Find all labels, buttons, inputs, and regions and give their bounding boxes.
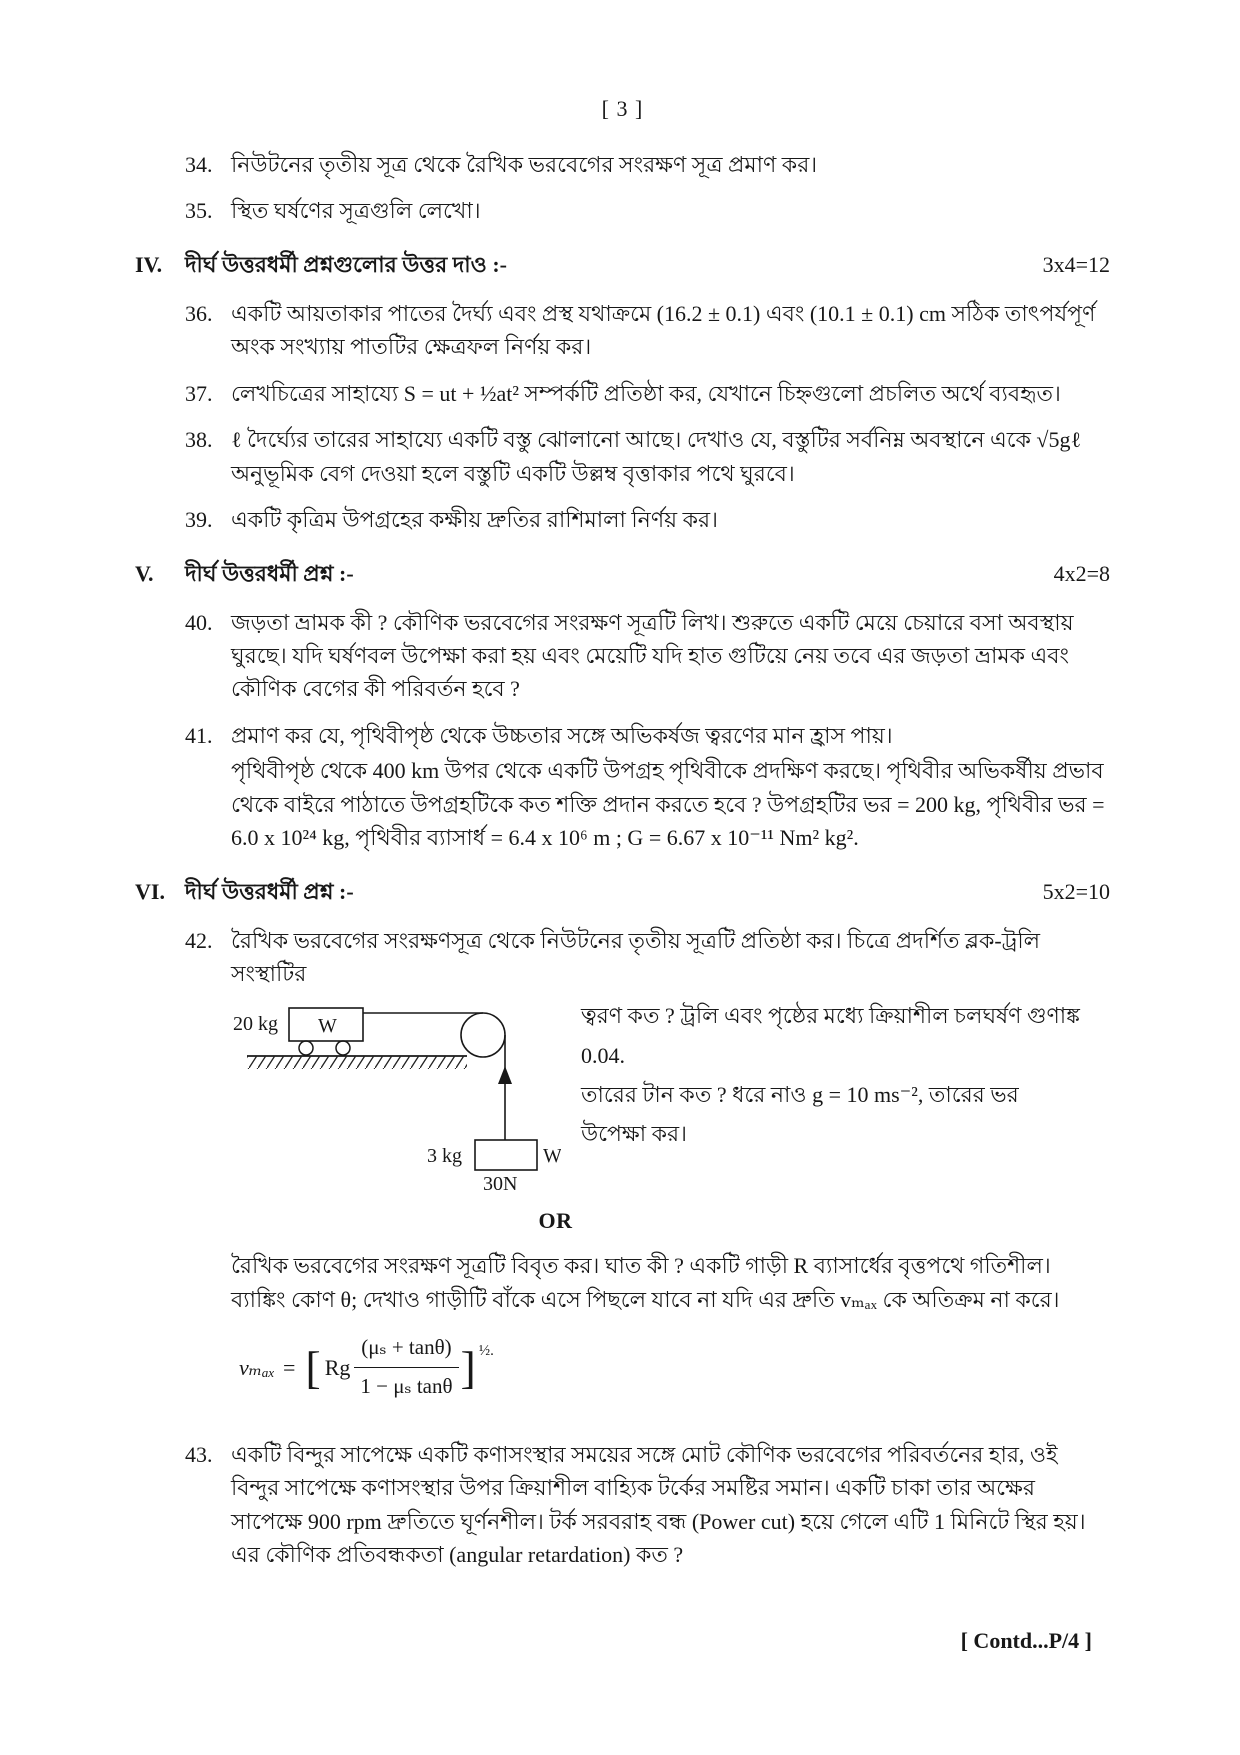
section-marks: 3x4=12 bbox=[1042, 251, 1110, 277]
question-text: ℓ দৈর্ঘ্যের তারের সাহায্যে একটি বস্তু ঝোলানো আছে। দেখাও যে, বস্তুটির সর্বনিম্ন অবস্থানে একে √5gℓ অনুভূমিক বেগ দেওয়া হলে বস্তুটি একটি উল্লম্ব বৃত্তাকার পথে ঘুরবে। bbox=[231, 427, 1082, 486]
pulley-icon bbox=[461, 1013, 505, 1057]
section-vi-header bbox=[135, 875, 1110, 908]
ground-hatching bbox=[247, 1056, 467, 1069]
question-number: 42. bbox=[185, 927, 213, 953]
tension-arrow-up bbox=[498, 1066, 512, 1084]
force-label: 30N bbox=[483, 1173, 518, 1195]
question-text: লেখচিত্রের সাহায্যে S = ut + ½at² সম্পর্কটি প্রতিষ্ঠা কর, যেখানে চিহ্নগুলো প্রচলিত অর্থে ব্যবহৃত। bbox=[231, 380, 1061, 406]
or-divider: OR bbox=[538, 1207, 573, 1233]
question-number: 40. bbox=[185, 609, 213, 635]
trolley-weight-label: W bbox=[318, 1015, 337, 1038]
section-roman-numeral: V. bbox=[135, 560, 154, 586]
question-42-intro: রৈখিক ভরবেগের সংরক্ষণসূত্র থেকে নিউটনের তৃতীয় সূত্রটি প্রতিষ্ঠা কর। চিত্রে প্রদর্শিত ব্লক-ট্রলি সংস্থাটির bbox=[231, 927, 1041, 986]
question-number: 37. bbox=[185, 380, 213, 406]
question-number: 34. bbox=[185, 152, 213, 177]
fraction-denominator: 1 − μₛ tanθ bbox=[360, 1374, 453, 1399]
block-trolley-diagram bbox=[231, 998, 561, 1203]
question-number: 41. bbox=[185, 722, 213, 748]
side-line-2: 0.04. bbox=[581, 1042, 625, 1068]
trolley-wheel-right bbox=[336, 1041, 350, 1055]
question-text bbox=[231, 924, 1110, 1425]
question-41-part-1: প্রমাণ কর যে, পৃথিবীপৃষ্ঠ থেকে উচ্চতার সঙ্গে অভিকর্ষজ ত্বরণের মান হ্রাস পায়। bbox=[231, 722, 893, 748]
section-title: দীর্ঘ উত্তরধর্মী প্রশ্ন :- bbox=[185, 560, 354, 586]
section-title: দীর্ঘ উত্তরধর্মী প্রশ্ন :- bbox=[185, 878, 354, 904]
question-42-figure-row bbox=[231, 998, 1110, 1203]
side-line-1: ত্বরণ কত ? ট্রলি এবং পৃষ্ঠের মধ্যে ক্রিয়াশীল চলঘর্ষণ গুণাঙ্ক bbox=[581, 1003, 1080, 1029]
section-iv-header bbox=[135, 248, 1110, 281]
page-number: [ 3 ] bbox=[601, 96, 644, 121]
question-number: 35. bbox=[185, 198, 213, 224]
question-43 bbox=[185, 1438, 1110, 1572]
trolley-wheel-left bbox=[299, 1041, 313, 1055]
question-42-or-text: রৈখিক ভরবেগের সংরক্ষণ সূত্রটি বিবৃত কর। ঘাত কী ? একটি গাড়ী R ব্যাসার্ধের বৃত্তপথে গতিশীল। ব্যাঙ্কিং কোণ θ; দেখাও গাড়ীটি বাঁকে এসে পিছলে যাবে না যদি এর দ্রুতি vₘₐₓ কে অতিক্রম না করে। bbox=[231, 1253, 1060, 1312]
question-text bbox=[231, 719, 1110, 855]
question-text: স্থিত ঘর্ষণের সূত্রগুলি লেখো। bbox=[231, 198, 481, 224]
question-40 bbox=[185, 606, 1110, 706]
question-text: একটি বিন্দুর সাপেক্ষে একটি কণাসংস্থার সময়ের সঙ্গে মোট কৌণিক ভরবেগের পরিবর্তনের হার, ওই বিন্দুর সাপেক্ষে কণাসংস্থার উপর ক্রিয়াশীল বাহ্যিক টর্কের সমষ্টির সমান। একটি চাকা তার অক্ষের সাপেক্ষে 900 rpm দ্রুতিতে ঘূর্ণনশীল। টর্ক সরবরাহ বন্ধ (Power cut) হয়ে গেলে এটি 1 মিনিটে স্থির হয়। এর কৌণিক প্রতিবন্ধকতা (angular retardation) কত ? bbox=[231, 1442, 1086, 1568]
formula-equals: = bbox=[282, 1354, 296, 1380]
question-38 bbox=[185, 423, 1110, 490]
pulley-system-figure bbox=[231, 998, 561, 1194]
hanging-weight-label: W bbox=[543, 1145, 561, 1168]
question-42 bbox=[185, 924, 1110, 1425]
hanging-mass-label: 3 kg bbox=[427, 1145, 462, 1168]
question-text: একটি আয়তাকার পাতের দৈর্ঘ্য এবং প্রস্থ যথাক্রমে (16.2 ± 0.1) এবং (10.1 ± 0.1) cm সঠিক তাৎপর্যপূর্ণ অংক সংখ্যায় পাতটির ক্ষেত্রফল নির্ণয় কর। bbox=[231, 300, 1096, 360]
side-line-4: উপেক্ষা কর। bbox=[581, 1121, 687, 1146]
section-roman-numeral: VI. bbox=[135, 878, 165, 904]
hanging-block bbox=[475, 1140, 537, 1170]
question-number: 36. bbox=[185, 300, 213, 326]
formula-fraction bbox=[354, 1332, 458, 1403]
section-v-header bbox=[135, 557, 1110, 590]
formula-exponent: ½. bbox=[478, 1343, 494, 1360]
formula-coefficient: Rg bbox=[324, 1354, 351, 1380]
question-37 bbox=[185, 377, 1110, 410]
section-marks: 5x2=10 bbox=[1042, 878, 1110, 904]
continued-footer: [ Contd...P/4 ] bbox=[960, 1628, 1092, 1653]
section-roman-numeral: IV. bbox=[135, 251, 163, 277]
question-41 bbox=[185, 719, 1110, 855]
question-number: 43. bbox=[185, 1442, 213, 1467]
vmax-formula bbox=[239, 1332, 1110, 1403]
trolley-mass-label: 20 kg bbox=[233, 1013, 278, 1036]
formula-right-bracket: ] bbox=[460, 1341, 476, 1393]
section-title: দীর্ঘ উত্তরধর্মী প্রশ্নগুলোর উত্তর দাও :- bbox=[185, 251, 508, 277]
question-36 bbox=[185, 297, 1110, 364]
formula-lhs: vₘₐₓ bbox=[239, 1354, 275, 1380]
question-text: জড়তা ভ্রামক কী ? কৌণিক ভরবেগের সংরক্ষণ সূত্রটি লিখ। শুরুতে একটি মেয়ে চেয়ারে বসা অবস্থায় ঘুরছে। যদি ঘর্ষণবল উপেক্ষা করা হয় এবং মেয়েটি যদি হাত গুটিয়ে নেয় তবে এর জড়তা ভ্রামক এবং কৌণিক বেগের কী পরিবর্তন হবে ? bbox=[231, 609, 1074, 702]
section-marks: 4x2=8 bbox=[1053, 560, 1110, 586]
question-34 bbox=[185, 148, 1110, 181]
question-number: 39. bbox=[185, 507, 213, 533]
question-text: নিউটনের তৃতীয় সূত্র থেকে রৈখিক ভরবেগের সংরক্ষণ সূত্র প্রমাণ কর। bbox=[231, 152, 818, 177]
question-42-side-text bbox=[581, 998, 1110, 1203]
question-41-part-2: পৃথিবীপৃষ্ঠ থেকে 400 km উপর থেকে একটি উপগ্রহ পৃথিবীকে প্রদক্ষিণ করছে। পৃথিবীর অভিকর্ষীয় প্রভাব থেকে বাইরে পাঠাতে উপগ্রহটিকে কত শক্তি প্রদান করতে হবে ? উপগ্রহটির ভর = 200 kg, পৃথিবীর ভর = 6.0 x 10²⁴ kg, পৃথিবীর ব্যাসার্ধ = 6.4 x 10⁶ m ; G = 6.67 x 10⁻¹¹ Nm² kg². bbox=[231, 758, 1105, 851]
question-number: 38. bbox=[185, 427, 213, 453]
side-line-3: তারের টান কত ? ধরে নাও g = 10 ms⁻², তারের ভর bbox=[581, 1081, 1019, 1107]
question-39 bbox=[185, 503, 1110, 536]
question-35 bbox=[185, 194, 1110, 227]
question-text: একটি কৃত্রিম উপগ্রহের কক্ষীয় দ্রুতির রাশিমালা নির্ণয় কর। bbox=[231, 507, 718, 533]
formula-left-bracket: [ bbox=[305, 1341, 321, 1393]
fraction-numerator: (μₛ + tanθ) bbox=[354, 1332, 458, 1368]
